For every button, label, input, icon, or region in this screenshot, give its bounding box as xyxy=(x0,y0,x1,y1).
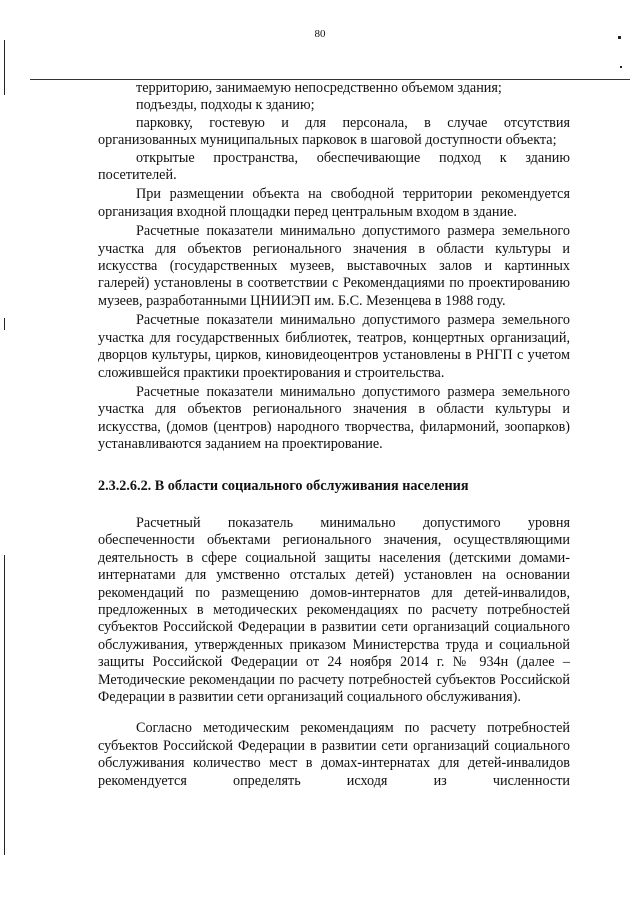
scan-speck xyxy=(618,36,621,39)
paragraph: Согласно методическим рекомендациям по расчету потребностей субъектов Российской Федерации в развитии сети организаций социального обслуживания количество мест в домах-интернатах для детей-инвалидов рекомендуется определять исходя из численности xyxy=(98,720,570,789)
paragraph: Расчетный показатель минимально допустимого уровня обеспеченности объектами регионального значения, осуществляющими деятельность в сфере социальной защиты населения (детскими домами-интернатами для умственно отсталых детей) установлен на основании рекомендаций по размещению домов-интернатов для детей-инвалидов, предложенных в методических рекомендациях по расчету потребностей субъектов Российской Федерации в развитии сети организаций социального обслуживания, утвержденных приказом Министерства труда и социальной защиты Российской Федерации от 24 ноября 2014 г. № 934н (далее – Методические рекомендации по расчету потребностей субъектов Российской Федерации в развитии сети организаций социального обслуживания). xyxy=(98,514,570,705)
paragraph: При размещении объекта на свободной территории рекомендуется организация входной площадки перед центральным входом в здание. xyxy=(98,186,570,220)
paragraph: Расчетные показатели минимально допустимого размера земельного участка для объектов регионального значения в области культуры и искусства (государственных музеев, выставочных залов и картинных галерей) установлены в соответствии с Рекомендациями по проектированию музеев, разработанными ЦНИИЭП им. Б.С. Мезенцева в 1988 году. xyxy=(98,223,570,309)
page-number: 80 xyxy=(314,28,326,40)
list-item: парковку, гостевую и для персонала, в случае отсутствия организованных муниципальных парковок в шаговой доступности объекта; xyxy=(98,114,570,149)
document-body xyxy=(98,80,570,790)
scan-margin-line xyxy=(4,40,5,95)
list-item: подъезды, подходы к зданию; xyxy=(136,97,315,114)
scan-margin-line xyxy=(4,555,5,855)
list-item: открытые пространства, обеспечивающие подход к зданию посетителей. xyxy=(98,149,570,184)
section-heading: 2.3.2.6.2. В области социального обслуживания населения xyxy=(98,477,469,494)
paragraph: Расчетные показатели минимально допустимого размера земельного участка для объектов регионального значения в области культуры и искусства, (домов (центров) народного творчества, филармоний, зоопарков) устанавливаются заданием на проектирование. xyxy=(98,383,570,453)
scan-speck xyxy=(620,66,622,68)
scan-margin-line xyxy=(4,318,5,330)
paragraph: Расчетные показатели минимально допустимого размера земельного участка для государственных библиотек, театров, концертных организаций, дворцов культуры, цирков, киновидеоцентров установлены в РНГП с учетом сложившейся практики проектирования и строительства. xyxy=(98,312,570,381)
list-item: территорию, занимаемую непосредственно объемом здания; xyxy=(136,80,502,96)
